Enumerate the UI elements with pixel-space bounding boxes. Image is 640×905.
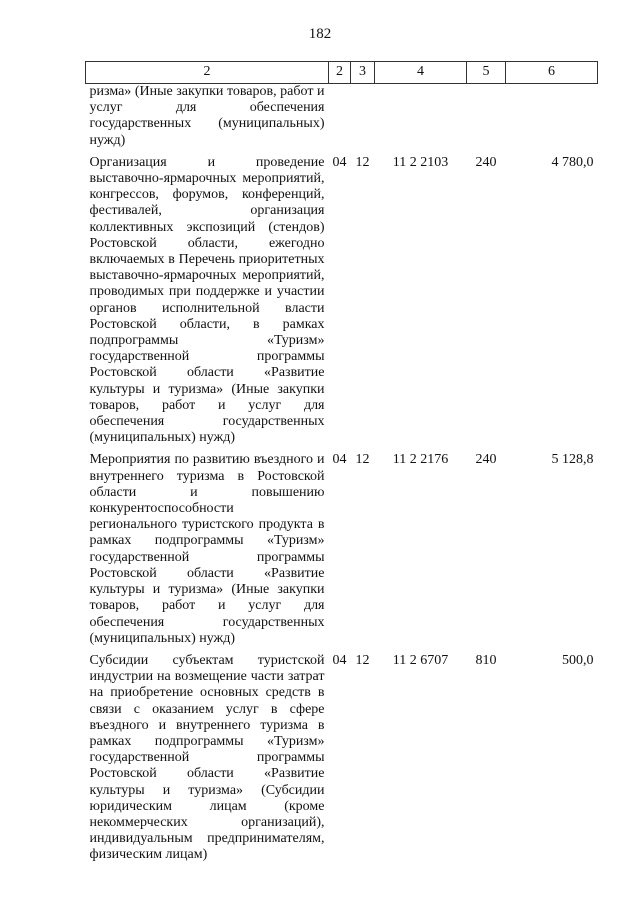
row-section: 04: [332, 652, 347, 668]
row-amount: 4 780,0: [551, 154, 594, 170]
row-subsection: 12: [355, 154, 370, 170]
row-description: Организация и проведение выставочно-ярмарочных мероприятий, конгрессов, форумов, конференций, фестивалей, организация коллективных экспозиций (стендов) Ростовской области, ежегодно включаемых в Перечень приоритетных выставочно-ярмарочных мероприятий, проводимых при поддержке и участии органов исполнительной власти Ростовской области, в рамках подпрограммы «Туризм» государственной программы Ростовской области «Развитие культуры и туризма» (Иные закупки товаров, работ и услуг для обеспечения государственных (муниципальных) нужд): [89, 154, 325, 446]
row-section: [329, 84, 351, 155]
row-description: Субсидии субъектам туристской индустрии на возмещение части затрат на приобретение основных средств в связи с оказанием услуг в сфере въездного и внутреннего туризма в рамках подпрограммы «Туризм» государственной программы Ростовской области «Развитие культуры и туризма» (Субсидии юридическим лицам (кроме некоммерческих организаций), индивидуальным предпринимателям, физическим лицам): [89, 652, 325, 863]
table-row: [86, 84, 598, 155]
row-description: ризма» (Иные закупки товаров, работ и услуг для обеспечения государственных (муниципальных) нужд): [89, 84, 325, 148]
row-expense-type: [467, 84, 506, 155]
row-section: 04: [332, 452, 347, 468]
row-subsection: 12: [355, 652, 370, 668]
budget-table: [85, 61, 598, 864]
row-target-article: 11 2 2176: [392, 452, 449, 468]
header-col-subsection: 3: [351, 62, 375, 84]
row-subsection: 12: [355, 452, 370, 468]
row-target-article: [375, 84, 467, 155]
table-row: [86, 653, 598, 864]
table-row: [86, 155, 598, 453]
header-col-description: 2: [86, 62, 329, 84]
table-row: [86, 452, 598, 652]
header-col-amount: 6: [506, 62, 598, 84]
row-amount: 500,0: [562, 652, 594, 668]
row-target-article: 11 2 6707: [392, 652, 449, 668]
row-target-article: 11 2 2103: [392, 154, 449, 170]
row-subsection: [351, 84, 375, 155]
row-amount: 5 128,8: [551, 452, 594, 468]
header-col-section: 2: [329, 62, 351, 84]
row-expense-type: 810: [475, 652, 497, 668]
row-section: 04: [332, 154, 347, 170]
row-description: Мероприятия по развитию въездного и внутреннего туризма в Ростовской области и повышению конкурентоспособности регионального туристского продукта в рамках подпрограммы «Туризм» государственной программы Ростовской области «Развитие культуры и туризма» (Иные закупки товаров, работ и услуг для обеспечения государственных (муниципальных) нужд): [89, 452, 325, 646]
table-header-row: [86, 62, 598, 84]
row-expense-type: 240: [475, 452, 497, 468]
header-col-target-article: 4: [375, 62, 467, 84]
page-number: 182: [308, 26, 332, 42]
row-expense-type: 240: [475, 154, 497, 170]
row-amount: [506, 84, 598, 155]
header-col-expense-type: 5: [467, 62, 506, 84]
